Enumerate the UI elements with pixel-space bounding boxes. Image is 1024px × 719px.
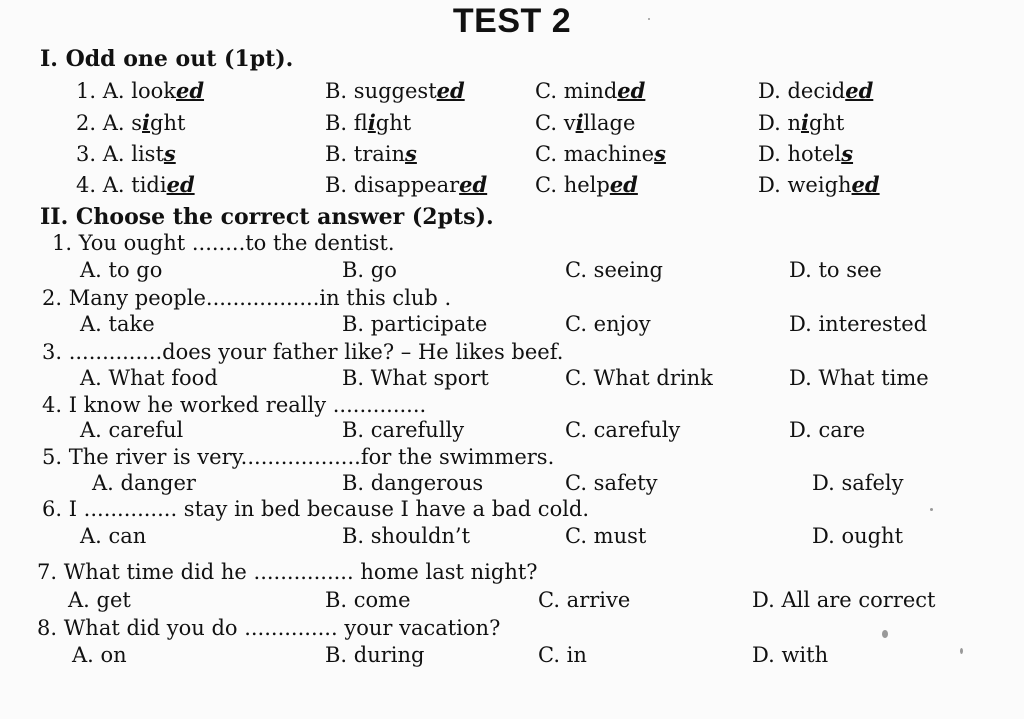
- odd-row-1-b: B. suggested: [325, 78, 465, 103]
- q6-option-c: C. must: [565, 524, 647, 548]
- q2-option-b: B. participate: [342, 312, 488, 336]
- q1-option-d: D. to see: [789, 258, 882, 282]
- q3-option-b: B. What sport: [342, 366, 489, 390]
- odd-row-1-c: C. minded: [535, 78, 646, 103]
- question-3: 3. ..............does your father like? – He likes beef.: [42, 340, 564, 364]
- odd-row-3-d: D. hotels: [758, 141, 854, 166]
- odd-row-4-a: 4. A. tidied: [76, 172, 195, 197]
- q7-option-c: C. arrive: [538, 588, 631, 612]
- q1-option-a: A. to go: [80, 258, 163, 282]
- q8-option-c: C. in: [538, 643, 587, 667]
- question-4: 4. I know he worked really ..............: [42, 393, 427, 417]
- question-7: 7. What time did he ............... home last night?: [37, 560, 538, 584]
- q6-option-b: B. shouldn’t: [342, 524, 471, 548]
- q3-option-a: A. What food: [80, 366, 218, 390]
- section-2-heading: II. Choose the correct answer (2pts).: [40, 204, 494, 230]
- odd-row-4-d: D. weighed: [758, 172, 880, 197]
- odd-row-3-c: C. machines: [535, 141, 666, 166]
- q4-option-c: C. carefuly: [565, 418, 681, 442]
- q4-option-d: D. care: [789, 418, 866, 442]
- q8-option-d: D. with: [752, 643, 829, 667]
- scan-speck: [930, 508, 933, 511]
- question-8: 8. What did you do .............. your vacation?: [37, 616, 501, 640]
- q6-option-d: D. ought: [812, 524, 904, 548]
- odd-row-4-b: B. disappeared: [325, 172, 488, 197]
- scan-speck: [960, 648, 963, 654]
- q7-option-b: B. come: [325, 588, 411, 612]
- scan-speck: [648, 18, 650, 20]
- question-6: 6. I .............. stay in bed because I have a bad cold.: [42, 497, 590, 521]
- q5-option-a: A. danger: [92, 471, 196, 495]
- q1-option-c: C. seeing: [565, 258, 663, 282]
- q2-option-c: C. enjoy: [565, 312, 651, 336]
- odd-row-2-a: 2. A. sight: [76, 110, 186, 135]
- q1-option-b: B. go: [342, 258, 397, 282]
- question-5: 5. The river is very..................for the swimmers.: [42, 445, 555, 469]
- odd-row-2-c: C. village: [535, 110, 636, 135]
- section-1-heading: I. Odd one out (1pt).: [40, 46, 294, 72]
- q7-option-a: A. get: [68, 588, 131, 612]
- question-1: 1. You ought ........to the dentist.: [52, 231, 395, 255]
- odd-row-2-b: B. flight: [325, 110, 412, 135]
- q5-option-d: D. safely: [812, 471, 904, 495]
- question-2: 2. Many people.................in this club .: [42, 286, 452, 310]
- q3-option-c: C. What drink: [565, 366, 713, 390]
- q3-option-d: D. What time: [789, 366, 929, 390]
- scan-speck: [882, 630, 888, 638]
- odd-row-4-c: C. helped: [535, 172, 638, 197]
- q4-option-a: A. careful: [80, 418, 184, 442]
- q2-option-a: A. take: [80, 312, 155, 336]
- q6-option-a: A. can: [80, 524, 147, 548]
- odd-row-1-a: 1. A. looked: [76, 78, 205, 103]
- q8-option-b: B. during: [325, 643, 425, 667]
- q2-option-d: D. interested: [789, 312, 928, 336]
- odd-row-1-d: D. decided: [758, 78, 874, 103]
- q4-option-b: B. carefully: [342, 418, 465, 442]
- q8-option-a: A. on: [72, 643, 127, 667]
- q5-option-c: C. safety: [565, 471, 658, 495]
- page-title: TEST 2: [452, 2, 572, 40]
- odd-row-3-b: B. trains: [325, 141, 417, 166]
- q5-option-b: B. dangerous: [342, 471, 484, 495]
- odd-row-2-d: D. night: [758, 110, 845, 135]
- q7-option-d: D. All are correct: [752, 588, 936, 612]
- odd-row-3-a: 3. A. lists: [76, 141, 176, 166]
